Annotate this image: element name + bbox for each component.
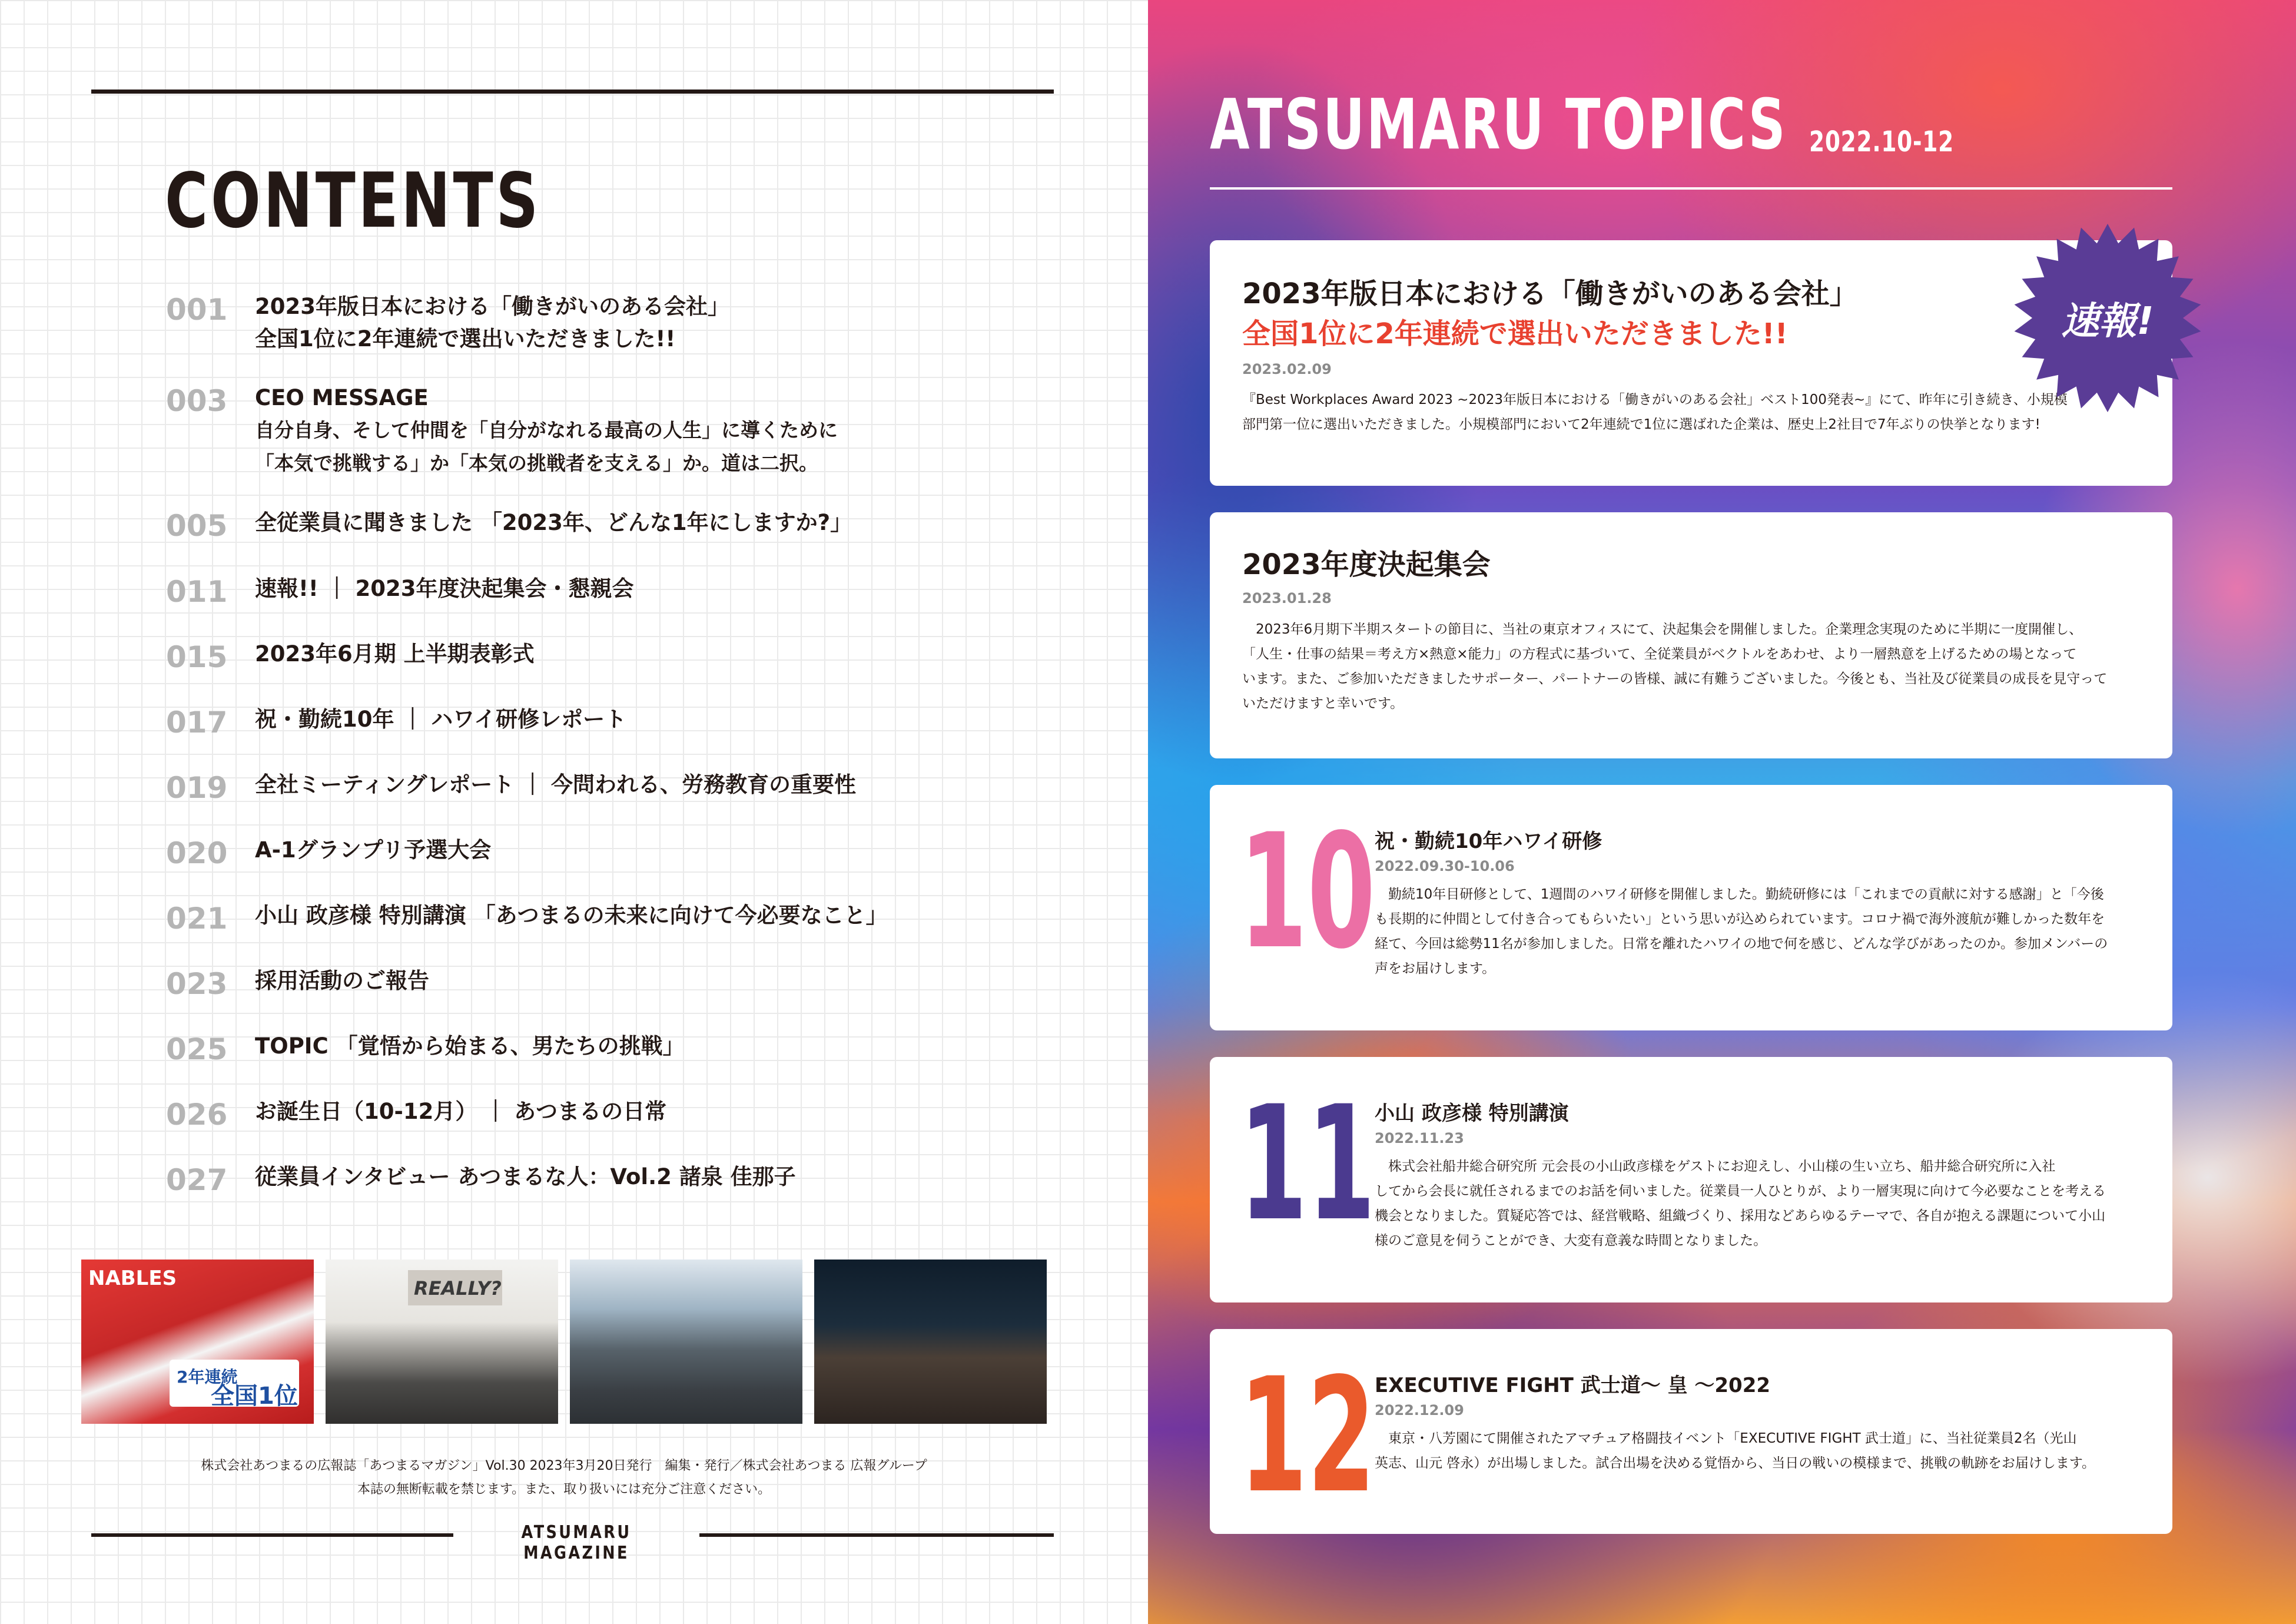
photo-meeting-room	[570, 1260, 802, 1424]
toc-entry-text	[255, 1161, 1044, 1193]
badge-label: 速報!	[2061, 300, 2154, 343]
card-fight-title: EXECUTIVE FIGHT 武士道～ 皇 ～2022	[1375, 1374, 1771, 1397]
photo-banner-text: NABLES	[88, 1267, 177, 1290]
toc-page-number: 026	[166, 1098, 228, 1132]
toc-page-number: 015	[166, 640, 228, 674]
toc-entry-line: 自分自身、そして仲間を「自分がなれる最高の人生」に導くために	[255, 419, 838, 442]
body-line: 機会となりました。質疑応答では、経営戦略、組織づくり、採用などあらゆるテーマで、各自が抱える課題について小山	[1375, 1208, 2106, 1224]
toc-entry-line: 小山 政彦様 特別講演 「あつまるの未来に向けて今必要なこと」	[255, 903, 888, 928]
card-lecture-title: 小山 政彦様 特別講演	[1375, 1102, 1569, 1125]
toc-page-number: 005	[166, 509, 228, 543]
card-lecture-date: 2022.11.23	[1375, 1130, 1464, 1146]
toc-entry-line: お誕生日（10-12月） ｜ あつまるの日常	[255, 1099, 667, 1124]
toc-entry-text	[255, 899, 1044, 932]
toc-entry-text	[255, 834, 1044, 866]
photo-strip	[81, 1260, 1047, 1424]
card-fight-date: 2022.12.09	[1375, 1402, 1464, 1418]
toc-entry-text	[255, 382, 1044, 480]
toc-page-number: 023	[166, 967, 228, 1001]
colophon	[81, 1454, 1047, 1502]
placard-small-text: 2年連続	[177, 1367, 238, 1387]
toc-page-number: 019	[166, 771, 228, 805]
colophon-line-2: 本誌の無断転載を禁じます。また、取り扱いには充分ご注意ください。	[357, 1482, 771, 1497]
contents-title: CONTENTS	[165, 157, 542, 245]
toc-entry-text	[255, 703, 1044, 735]
month-number-12: 12	[1239, 1344, 1376, 1528]
card-kickoff-date: 2023.01.28	[1242, 590, 1332, 606]
footer-rule-right	[699, 1533, 1054, 1537]
card-award-date: 2023.02.09	[1242, 361, 1332, 377]
toc-entry-line: 2023年6月期 上半期表彰式	[255, 641, 535, 667]
toc-entry-line: 全従業員に聞きました 「2023年、どんな1年にしますか?」	[255, 510, 852, 535]
toc-entry-line: 全国1位に2年連続で選出いただきました!!	[255, 326, 676, 352]
body-line: 『Best Workplaces Award 2023 ~2023年版日本における「働きがいのある会社」ベスト100発表~』にて、昨年に引き続き、小規模	[1242, 392, 2068, 407]
card-kickoff-title: 2023年度決起集会	[1242, 548, 1491, 581]
top-rule	[91, 90, 1054, 94]
card-fight-body	[1375, 1426, 2095, 1476]
toc-entry-text	[255, 506, 1044, 539]
card-hawaii-date: 2022.09.30-10.06	[1375, 858, 1515, 874]
placard-big-text: 全国1位	[211, 1383, 298, 1410]
toc-entry-line: 速報!! ｜ 2023年度決起集会・懇親会	[255, 576, 634, 601]
toc-page-number: 001	[166, 293, 228, 327]
body-line: 声をお届けします。	[1375, 961, 1496, 976]
toc-entry-text	[255, 1095, 1044, 1128]
body-line: してから会長に就任されるまでのお話を伺いました。従業員一人ひとりが、より一層実現に向けて今必要なことを考える	[1375, 1184, 2106, 1199]
right-page-topics	[1148, 0, 2296, 1624]
body-line: も長期的に仲間として付き合ってもらいたい」という思いが込められています。コロナ禍で海外渡航が難しかった数年を	[1375, 912, 2105, 927]
topics-rule	[1210, 187, 2172, 190]
card-award-subtitle: 全国1位に2年連続で選出いただきました!!	[1242, 317, 1788, 350]
topic-card-hawaii	[1210, 785, 2172, 1030]
stage-screen-text: REALLY?	[414, 1277, 502, 1300]
award-placard	[170, 1360, 299, 1410]
body-line: 経て、今回は総勢11名が参加しました。日常を離れたハワイの地で何を感じ、どんな学びがあったのか。参加メンバーの	[1375, 936, 2108, 952]
toc-entry-text	[255, 965, 1044, 997]
toc-entry-line: CEO MESSAGE	[255, 385, 429, 410]
topics-title: ATSUMARU TOPICS	[1210, 84, 1787, 165]
body-line: 「人生・仕事の結果＝考え方×熱意×能力」の方程式に基づいて、全従業員がベクトルをあわせ、より一層熱意を上げるための場となって	[1242, 647, 2077, 662]
body-line: 2023年6月期下半期スタートの節目に、当社の東京オフィスにて、決起集会を開催しました。企業理念実現のために半期に一度開催し、	[1242, 622, 2083, 637]
photo-fighters	[814, 1260, 1047, 1424]
toc-entry-line: 従業員インタビュー あつまるな人：Vol.2 諸泉 佳那子	[255, 1164, 796, 1189]
card-lecture-body	[1375, 1154, 2106, 1253]
topics-period: 2022.10-12	[1809, 125, 1954, 158]
toc-page-number: 021	[166, 902, 228, 936]
toc-page-number: 027	[166, 1163, 228, 1197]
breaking-news-badge	[2010, 221, 2205, 415]
card-award-body	[1242, 387, 2068, 437]
topic-card-fight	[1210, 1329, 2172, 1534]
card-award-title: 2023年版日本における「働きがいのある会社」	[1242, 277, 1858, 310]
toc-entry-text	[255, 290, 1044, 355]
card-hawaii-body	[1375, 882, 2108, 981]
toc-page-number: 011	[166, 575, 228, 609]
body-line: 英志、山元 啓永）が出場しました。試合出場を決める覚悟から、当日の戦いの模様まで、挑戦の軌跡をお届けします。	[1375, 1456, 2096, 1471]
toc-entry-line: 全社ミーティングレポート ｜ 今問われる、労務教育の重要性	[255, 772, 857, 797]
card-hawaii-title: 祝・勤続10年ハワイ研修	[1375, 830, 1602, 853]
month-number-10: 10	[1239, 800, 1376, 984]
footer-magazine-name: ATSUMARU MAGAZINE	[521, 1522, 632, 1563]
toc-entry-line: A-1グランプリ予選大会	[255, 837, 492, 863]
toc-page-number: 025	[166, 1032, 228, 1066]
toc-entry-line: 採用活動のご報告	[255, 968, 429, 993]
body-line: 勤続10年目研修として、1週間のハワイ研修を開催しました。勤続研修には「これまでの貢献に対する感謝」と「今後	[1375, 887, 2104, 902]
toc-entry-line: TOPIC 「覚悟から始まる、男たちの挑戦」	[255, 1033, 685, 1059]
photo-award-ceremony	[81, 1260, 314, 1424]
body-line: いただけますと幸いです。	[1242, 696, 1404, 711]
topic-card-lecture	[1210, 1057, 2172, 1302]
body-line: 株式会社船井総合研究所 元会長の小山政彦様をゲストにお迎えし、小山様の生い立ち、船井総合研究所に入社	[1375, 1159, 2056, 1174]
toc-entry-text	[255, 768, 1044, 801]
card-kickoff-body	[1242, 617, 2107, 716]
colophon-line-1: 株式会社あつまるの広報誌「あつまるマガジン」Vol.30 2023年3月20日発行 編集・発行／株式会社あつまる 広報グループ	[201, 1459, 927, 1473]
toc-entry-line: 「本気で挑戦する」か「本気の挑戦者を支える」か。道は二択。	[255, 452, 818, 475]
month-number-11: 11	[1239, 1072, 1376, 1256]
body-line: 東京・八芳園にて開催されたアマチュア格闘技イベント「EXECUTIVE FIGHT 武士道」に、当社従業員2名（光山	[1375, 1431, 2077, 1446]
body-line: 部門第一位に選出いただきました。小規模部門において2年連続で1位に選ばれた企業は、歴史上2社目で7年ぶりの快挙となります!	[1242, 417, 2040, 432]
toc-entry-text	[255, 1030, 1044, 1062]
body-line: 様のご意見を伺うことができ、大変有意義な時間となりました。	[1375, 1233, 1767, 1248]
toc-entry-line: 2023年版日本における「働きがいのある会社」	[255, 294, 729, 319]
toc-entry-line: 祝・勤続10年 ｜ ハワイ研修レポート	[255, 707, 627, 732]
toc-page-number: 017	[166, 705, 228, 740]
toc-page-number: 020	[166, 836, 228, 870]
topic-card-kickoff	[1210, 512, 2172, 758]
stage-screen	[408, 1270, 502, 1305]
body-line: います。また、ご参加いただきましたサポーター、パートナーの皆様、誠に有難うございました。今後とも、当社及び従業員の成長を見守って	[1242, 671, 2108, 687]
footer-rule-left	[91, 1533, 453, 1537]
toc-entry-text	[255, 572, 1044, 605]
photo-kickoff-meeting	[326, 1260, 558, 1424]
toc-entry-text	[255, 638, 1044, 670]
toc-page-number: 003	[166, 384, 228, 418]
